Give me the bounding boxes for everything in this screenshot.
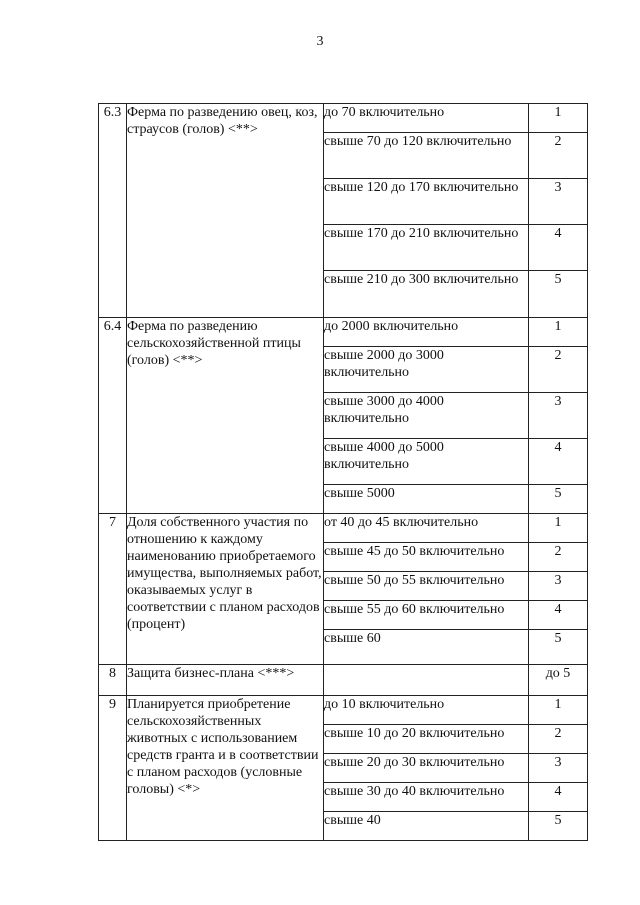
range-cell xyxy=(324,665,529,696)
score-cell: 4 xyxy=(529,439,588,485)
row-number: 7 xyxy=(99,514,127,665)
criterion-description: Доля собственного участия по отношению к каждому наименованию приобретаемого имущества, выполняемых работ, оказываемых услуг в соответствии с планом расходов (процент) xyxy=(127,514,324,665)
table-row xyxy=(99,318,588,347)
row-number: 6.4 xyxy=(99,318,127,514)
range-cell: свыше 60 xyxy=(324,630,529,665)
criterion-description: Ферма по разведению овец, коз, страусов (голов) <**> xyxy=(127,104,324,318)
score-cell: 5 xyxy=(529,485,588,514)
criteria-table xyxy=(98,103,588,841)
score-cell: 4 xyxy=(529,783,588,812)
score-cell: 3 xyxy=(529,572,588,601)
table-row xyxy=(99,696,588,725)
page-number: 3 xyxy=(316,34,324,49)
range-cell: свыше 20 до 30 включительно xyxy=(324,754,529,783)
score-cell: 3 xyxy=(529,179,588,225)
table-row xyxy=(99,104,588,133)
score-cell: 5 xyxy=(529,630,588,665)
range-cell: до 2000 включительно xyxy=(324,318,529,347)
score-cell: 4 xyxy=(529,601,588,630)
range-cell: свыше 4000 до 5000 включительно xyxy=(324,439,529,485)
range-cell: свыше 30 до 40 включительно xyxy=(324,783,529,812)
score-cell: 1 xyxy=(529,514,588,543)
score-cell: 1 xyxy=(529,696,588,725)
score-cell: 2 xyxy=(529,347,588,393)
range-cell: до 10 включительно xyxy=(324,696,529,725)
table-row xyxy=(99,665,588,696)
criterion-description: Ферма по разведению сельскохозяйственной птицы (голов) <**> xyxy=(127,318,324,514)
range-cell: свыше 50 до 55 включительно xyxy=(324,572,529,601)
range-cell: свыше 3000 до 4000 включительно xyxy=(324,393,529,439)
range-cell: свыше 170 до 210 включительно xyxy=(324,225,529,271)
range-cell: свыше 10 до 20 включительно xyxy=(324,725,529,754)
row-number: 8 xyxy=(99,665,127,696)
range-cell: свыше 5000 xyxy=(324,485,529,514)
score-cell: 1 xyxy=(529,318,588,347)
score-cell: 5 xyxy=(529,812,588,841)
score-cell: 3 xyxy=(529,754,588,783)
range-cell: от 40 до 45 включительно xyxy=(324,514,529,543)
range-cell: свыше 2000 до 3000 включительно xyxy=(324,347,529,393)
score-cell: 2 xyxy=(529,133,588,179)
range-cell: свыше 55 до 60 включительно xyxy=(324,601,529,630)
score-cell: 1 xyxy=(529,104,588,133)
range-cell: до 70 включительно xyxy=(324,104,529,133)
table-row xyxy=(99,514,588,543)
score-cell: 2 xyxy=(529,725,588,754)
range-cell: свыше 45 до 50 включительно xyxy=(324,543,529,572)
range-cell: свыше 210 до 300 включительно xyxy=(324,271,529,318)
row-number: 6.3 xyxy=(99,104,127,318)
score-cell: до 5 xyxy=(529,665,588,696)
score-cell: 5 xyxy=(529,271,588,318)
criterion-description: Планируется приобретение сельскохозяйственных животных с использованием средств гранта и в соответствии с планом расходов (условные головы) <*> xyxy=(127,696,324,841)
score-cell: 2 xyxy=(529,543,588,572)
score-cell: 3 xyxy=(529,393,588,439)
score-cell: 4 xyxy=(529,225,588,271)
range-cell: свыше 40 xyxy=(324,812,529,841)
criterion-description: Защита бизнес-плана <***> xyxy=(127,665,324,696)
range-cell: свыше 120 до 170 включительно xyxy=(324,179,529,225)
row-number: 9 xyxy=(99,696,127,841)
range-cell: свыше 70 до 120 включительно xyxy=(324,133,529,179)
